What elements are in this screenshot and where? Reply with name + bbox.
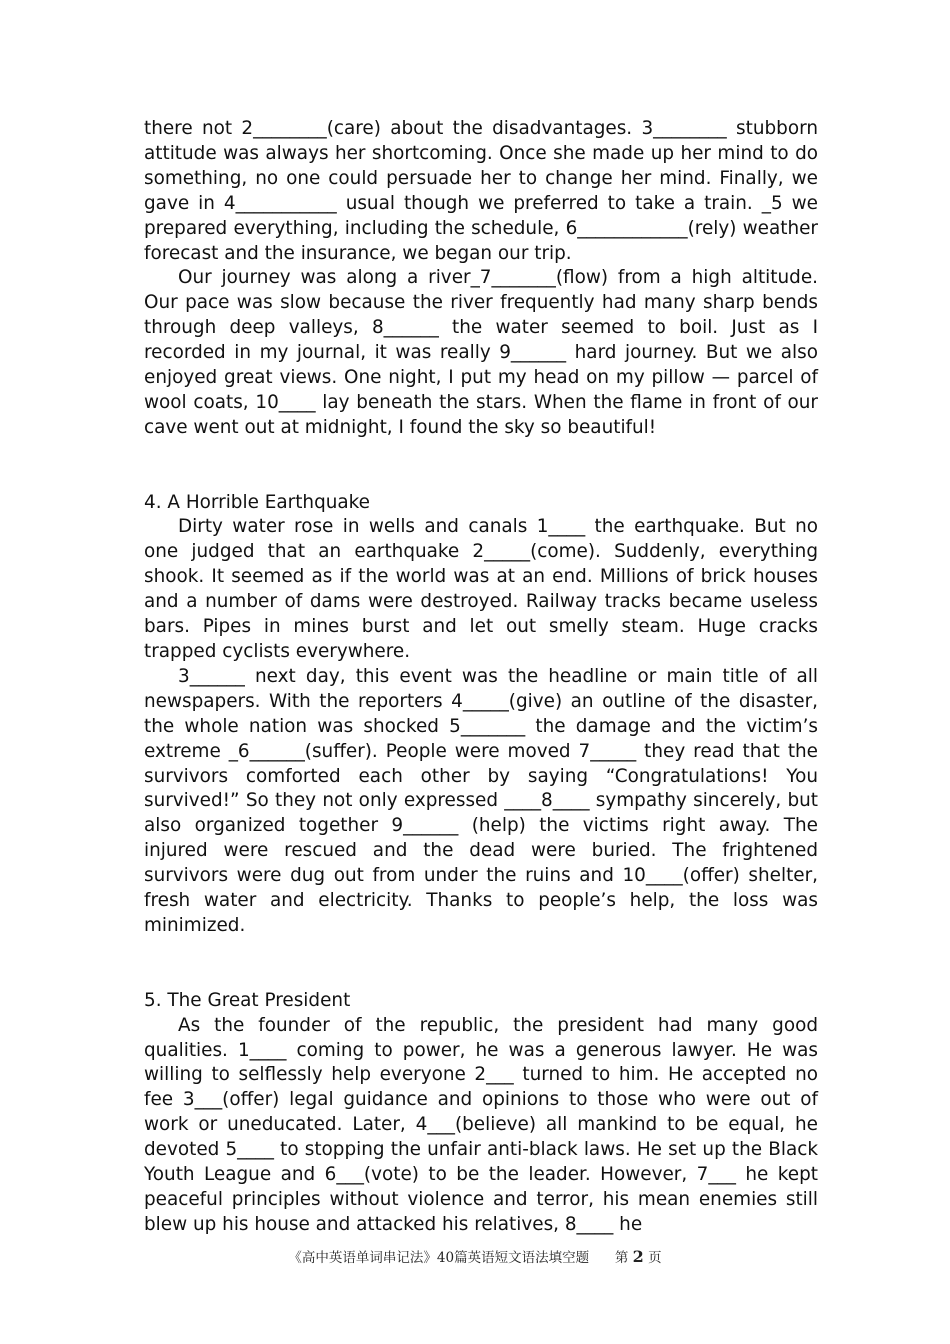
document-page (144, 117, 818, 1238)
passage-3-paragraph-2: Our journey was along a river_7_______(flow) from a high altitude. Our pace was slow because the river frequently had many sharp bends through deep valleys, 8______ the water seemed to boil. Just as I recorded in my journal, it was really 9______ hard journey. But we also enjoyed great views. One night, I put my head on my pillow — parcel of wool coats, 10____ lay beneath the stars. When the flame in front of our cave went out at midnight, I found the sky so beautiful! (144, 267, 818, 438)
footer-page-number: 2 (632, 1247, 644, 1266)
section-4-title: 4. A Horrible Earthquake (144, 491, 370, 513)
passage-3-paragraph-1: there not 2________(care) about the disadvantages. 3________ stubborn attitude was always her shortcoming. Once she made up her mind to do something, no one could persuade her to change her mind. Finally, we gave in 4___________ usual though we preferred to take a train. _5 we prepared everything, including the schedule, 6____________(rely) weather forecast and the insurance, we began our trip. (144, 118, 818, 264)
section-5-paragraph-1: As the founder of the republic, the president had many good qualities. 1____ coming to power, he was a generous lawyer. He was willing to selflessly help everyone 2___ turned to him. He accepted no fee 3___(offer) legal guidance and opinions to those who were out of work or uneducated. Later, 4___(believe) all mankind to be equal, he devoted 5____ to stopping the unfair anti-black laws. He set up the Black Youth League and 6___(vote) to be the leader. However, 7___ he kept peaceful principles without violence and terror, his mean enemies still blew up his house and attacked his relatives, 8____ he (144, 1014, 818, 1235)
section-4-paragraph-1: Dirty water rose in wells and canals 1____ the earthquake. But no one judged that an earthquake 2_____(come). Suddenly, everything shook. It seemed as if the world was at an end. Millions of brick houses and a number of dams were destroyed. Railway tracks became useless bars. Pipes in mines burst and let out smelly steam. Huge cracks trapped cyclists everywhere. (144, 516, 818, 663)
page-footer (0, 1246, 950, 1266)
footer-page-prefix: 第 (614, 1250, 629, 1266)
footer-page-suffix: 页 (648, 1250, 662, 1266)
section-spacer (144, 939, 818, 989)
section-spacer (144, 441, 818, 491)
section-5-title: 5. The Great President (144, 989, 351, 1011)
footer-book-title: 《高中英语单词串记法》40篇英语短文语法填空题 (288, 1250, 590, 1266)
section-4-paragraph-2: 3______ next day, this event was the headline or main title of all newspapers. With the reporters 4_____(give) an outline of the disaster, the whole nation was shocked 5_______ the damage and the victim’s extreme _6______(suffer). People were moved 7_____ they read that the survivors comforted each other by saying “Congratulations! You survived!” So they not only expressed ____8____ sympathy sincerely, but also organized together 9______ (help) the victims right away. The injured were rescued and the dead were buried. The frightened survivors were dug out from under the ruins and 10____(offer) shelter, fresh water and electricity. Thanks to people’s help, the loss was minimized. (144, 665, 818, 936)
